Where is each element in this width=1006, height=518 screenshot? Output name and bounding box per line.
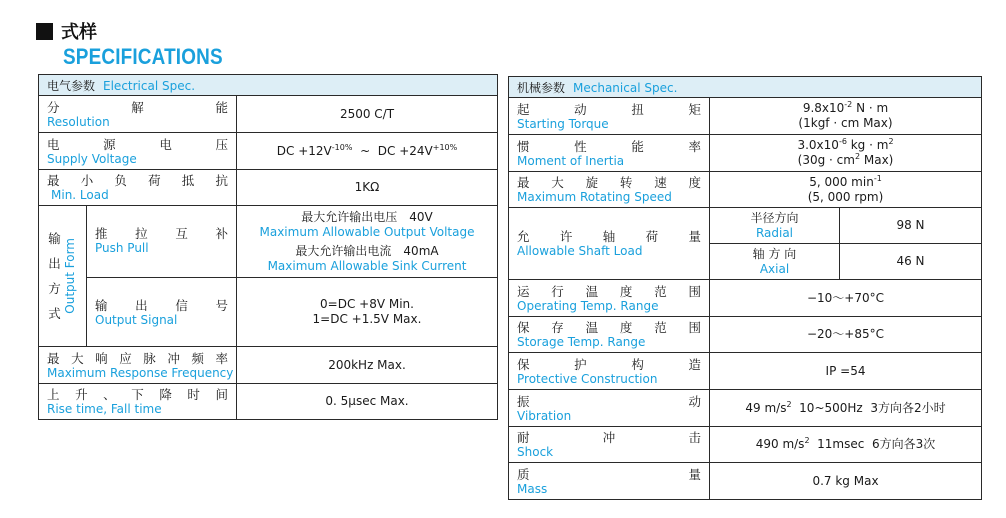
inertia-label-en: Moment of Inertia — [517, 153, 625, 168]
supply-value: DC $+12V^{-10\%}$ ~ DC $+24V^{+10\%}$ — [237, 133, 498, 170]
inertia-value: $3.0x10^{-6}$ kg · $m^2$ ($30g \cdot cm^2$ Max) — [710, 135, 982, 172]
mechanical-spec-table — [508, 76, 982, 500]
resolution-label-en: Resolution — [47, 114, 110, 129]
push-pull-label-cn: 推 拉 互 补 — [95, 226, 228, 241]
axial-label-en: Axial — [759, 262, 790, 276]
vibration-value: 49 $m/s^2$ 10~500Hz 3方向各2小时 — [710, 390, 982, 427]
radial-label — [710, 208, 840, 244]
protect-value: IP =54 — [710, 353, 982, 390]
table-row — [509, 280, 982, 317]
electrical-section-en: Electrical Spec. — [103, 78, 196, 93]
table-row — [39, 133, 498, 170]
max-freq-label-cn: 最 大 响 应 脉 冲 频 率 — [47, 350, 228, 366]
table-row — [509, 172, 982, 208]
resolution-value: 2500 C/T — [237, 96, 498, 133]
mechanical-section-cn: 机械参数 — [517, 80, 566, 95]
table-row — [509, 390, 982, 427]
op-temp-value: −10～+70°C — [710, 280, 982, 317]
header-en-title: SPECIFICATIONS — [63, 44, 223, 69]
min-load-label-en: Min. Load — [51, 188, 109, 202]
output-form-label-cn: 输 出 方 式 — [48, 231, 61, 321]
radial-label-en: Radial — [755, 226, 794, 240]
push-pull-value — [237, 206, 498, 278]
electrical-section-cn: 电气参数 — [47, 78, 96, 93]
output-signal-value — [237, 278, 498, 347]
table-row — [39, 206, 498, 278]
output-form-label-en: Output Form — [62, 238, 77, 314]
vibration-label-en: Vibration — [517, 408, 572, 423]
max-speed-label-cn: 最 大 旋 转 速 度 — [517, 175, 701, 190]
shock-value: 490 $m/s^2$ 11msec 6方向各3次 — [710, 427, 982, 463]
table-row — [509, 427, 982, 463]
table-row — [509, 135, 982, 172]
max-sink-current-en: Maximum Allowable Sink Current — [267, 259, 467, 273]
shaft-load-label-cn: 允 许 轴 荷 量 — [517, 229, 701, 244]
table-row — [509, 463, 982, 500]
rise-fall-label-en: Rise time, Fall time — [47, 402, 162, 416]
resolution-label-cn: 分 解 能 — [47, 99, 228, 115]
mass-label-en: Mass — [517, 481, 548, 496]
page-header — [36, 20, 223, 69]
op-temp-label-en: Operating Temp. Range — [517, 298, 659, 313]
torque-value: $9.8x10^{-2}$ N · m (1kgf · cm Max) — [710, 98, 982, 135]
max-output-voltage-en: Maximum Allowable Output Voltage — [259, 225, 475, 239]
max-freq-value: 200kHz Max. — [237, 347, 498, 384]
table-row — [39, 384, 498, 420]
min-load-label-cn: 最 小 负 荷 抵 抗 — [47, 173, 228, 188]
output-signal-label-cn: 输 出 信 号 — [95, 297, 228, 313]
shaft-load-label-en: Allowable Shaft Load — [517, 244, 643, 258]
max-speed-label-en: Maximum Rotating Speed — [517, 190, 672, 204]
protect-label-cn: 保 护 构 造 — [517, 356, 701, 372]
torque-label-cn: 起 动 扭 矩 — [517, 101, 701, 117]
radial-value: 98 N — [840, 208, 982, 244]
torque-label-en: Starting Torque — [517, 116, 609, 131]
vibration-label-cn: 振 动 — [517, 393, 701, 409]
rise-fall-value: 0. 5μsec Max. — [237, 384, 498, 420]
black-square-icon — [36, 23, 53, 40]
electrical-spec-table — [38, 74, 498, 420]
header-cn-title: 式样 — [61, 22, 97, 43]
mass-label-cn: 质 量 — [517, 466, 701, 482]
axial-value: 46 N — [840, 244, 982, 280]
op-temp-label-cn: 运 行 温 度 范 围 — [517, 283, 701, 299]
table-row — [509, 98, 982, 135]
radial-label-cn: 半径方向 — [750, 211, 799, 225]
mechanical-section-en: Mechanical Spec. — [573, 80, 678, 95]
st-temp-label-cn: 保 存 温 度 范 围 — [517, 320, 701, 335]
axial-label-cn: 轴 方 向 — [752, 247, 797, 261]
table-row — [509, 317, 982, 353]
axial-label — [710, 244, 840, 280]
shock-label-en: Shock — [517, 445, 554, 459]
table-row — [39, 347, 498, 384]
output-signal-high: 0=DC +8V Min. — [320, 297, 414, 311]
mass-value: 0.7 kg Max — [710, 463, 982, 500]
output-signal-low: 1=DC +1.5V Max. — [312, 312, 422, 326]
table-row — [39, 96, 498, 133]
output-signal-label-en: Output Signal — [95, 312, 178, 327]
max-speed-value: 5, 000 $\min^{-1}$ (5, 000 rpm) — [710, 172, 982, 208]
table-row — [39, 278, 498, 347]
shock-label-cn: 耐 冲 击 — [517, 430, 701, 445]
protect-label-en: Protective Construction — [517, 371, 658, 386]
max-output-voltage-cn: 最大允许输出电压 40V — [301, 210, 433, 224]
supply-label-en: Supply Voltage — [47, 151, 137, 166]
table-row — [509, 208, 982, 244]
electrical-section-header — [39, 75, 498, 96]
table-row — [39, 170, 498, 206]
max-sink-current-cn: 最大允许输出电流 40mA — [295, 244, 439, 258]
max-freq-label-en: Maximum Response Frequency — [47, 365, 234, 380]
st-temp-label-en: Storage Temp. Range — [517, 335, 646, 349]
inertia-label-cn: 惯 性 能 率 — [517, 138, 701, 154]
st-temp-value: −20～+85°C — [710, 317, 982, 353]
mechanical-section-header — [509, 77, 982, 98]
table-row — [509, 353, 982, 390]
min-load-value: 1KΩ — [237, 170, 498, 206]
supply-label-cn: 电 源 电 压 — [47, 136, 228, 152]
push-pull-label-en: Push Pull — [95, 241, 149, 255]
rise-fall-label-cn: 上 升 、 下 降 时 间 — [47, 387, 228, 402]
output-form-label — [39, 206, 87, 347]
